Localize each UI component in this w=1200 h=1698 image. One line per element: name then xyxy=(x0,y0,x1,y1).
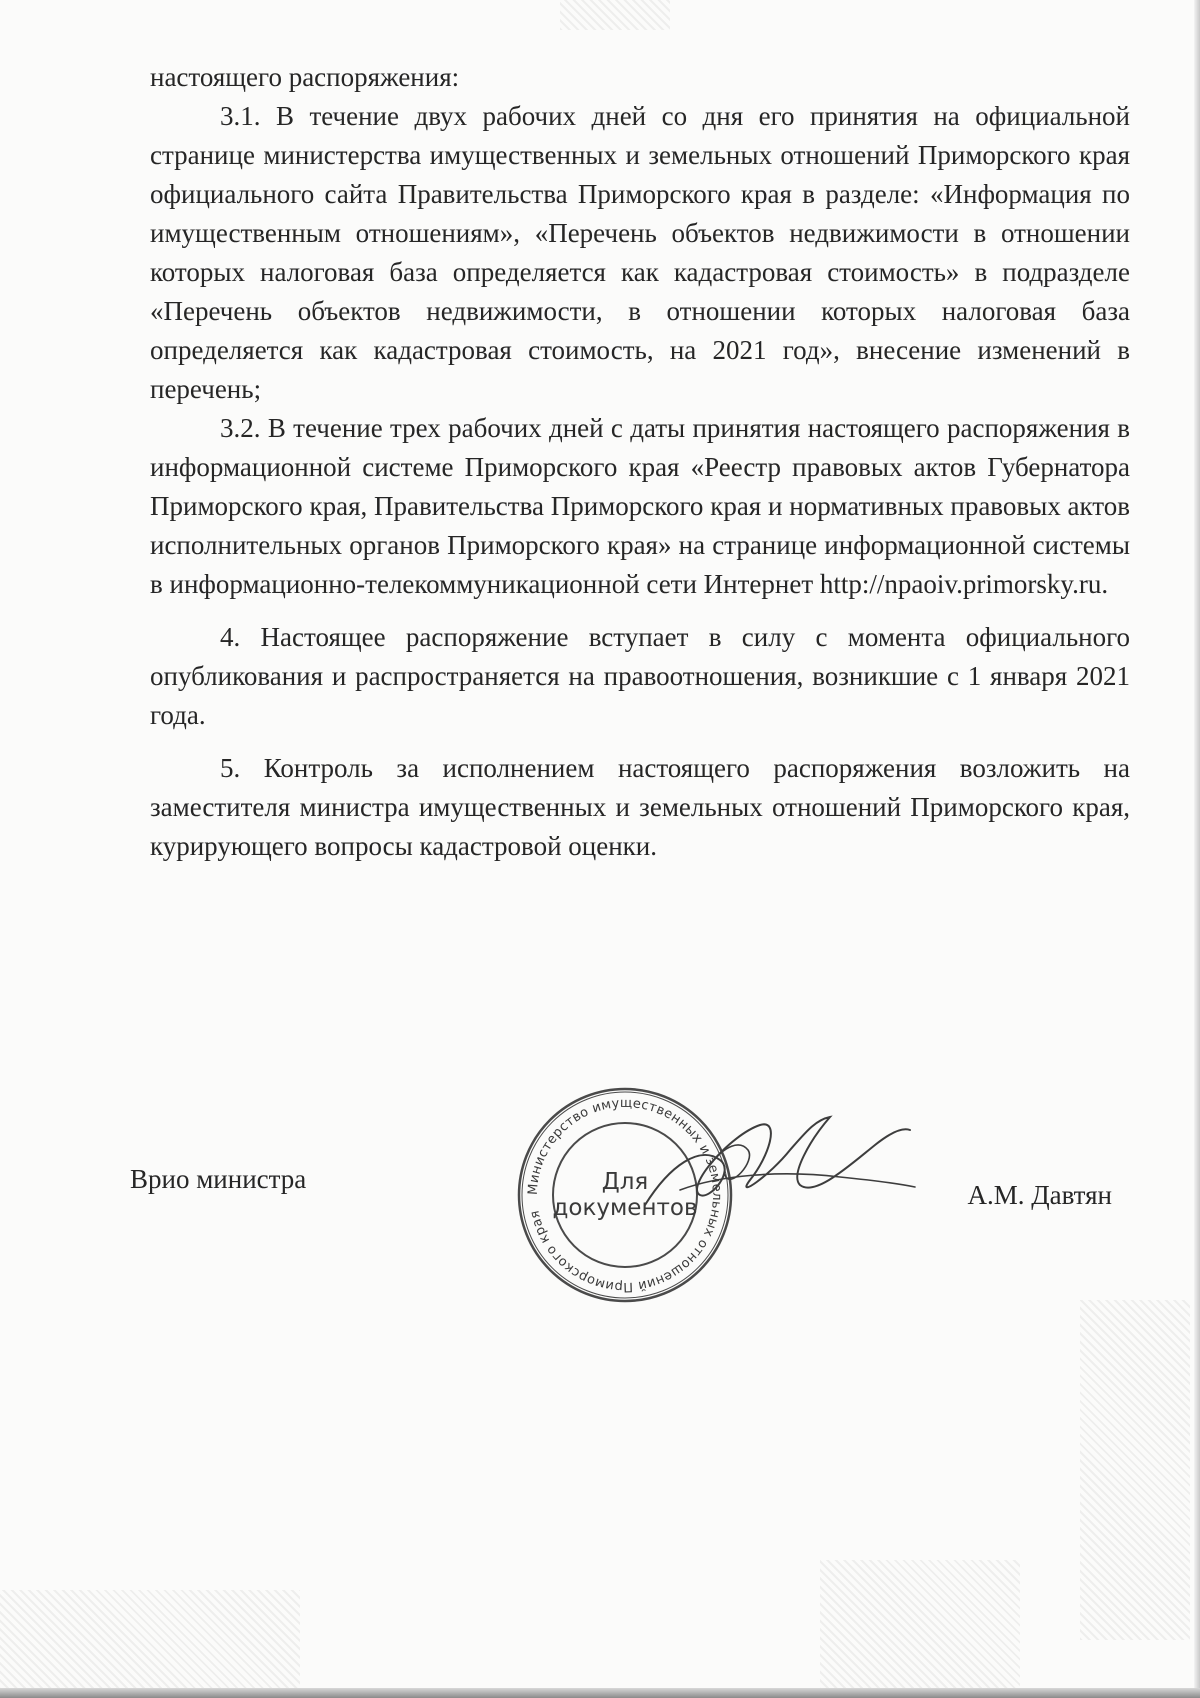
paragraph-4: 4. Настоящее распоряжение вступает в силу с момента официального опубликования и распространяется на правоотношения, возникшие с 1 января 2021 года. xyxy=(150,622,1130,730)
scan-artifact-bottom-center xyxy=(820,1560,1020,1690)
paragraph-continuation: настоящего распоряжения: xyxy=(150,62,460,92)
scan-artifact-top xyxy=(560,0,670,30)
document-body xyxy=(150,58,1130,866)
signer-position: Врио министра xyxy=(130,1164,307,1194)
stamp-ring-text: Министерство имущественных и земельных отношений Приморского края xyxy=(525,1095,725,1295)
paragraph-3-1: 3.1. В течение двух рабочих дней со дня его принятия на официальной странице министерства имущественных и земельных отношений Приморского края официального сайта Правительства Приморского края в разделе: «Информация по имущественным отношениям», «Перечень объектов недвижимости в отношении которых налоговая база определяется как кадастровая стоимость» в подразделе «Перечень объектов недвижимости, в отношении которых налоговая база определяется как кадастровая стоимость, на 2021 год», внесение изменений в перечень; xyxy=(150,101,1130,404)
scan-artifact-right xyxy=(1080,1300,1190,1640)
signer-name: А.М. Давтян xyxy=(967,1180,1112,1210)
scan-edge-right xyxy=(1194,0,1200,1698)
stamp-center-line1: Для xyxy=(601,1169,649,1195)
scan-edge-bottom xyxy=(0,1688,1200,1698)
stamp-center-line2: документов xyxy=(552,1195,698,1221)
scan-artifact-bottom-left xyxy=(0,1590,300,1690)
handwritten-signature-icon xyxy=(640,1105,920,1235)
paragraph-3-2: 3.2. В течение трех рабочих дней с даты принятия настоящего распоряжения в информационной системе Приморского края «Реестр правовых актов Губернатора Приморского края, Правительства Приморского края и нормативных правовых актов исполнительных органов Приморского края» на странице информационной системы в информационно-телекоммуникационной сети Интернет http://npaoiv.primorsky.ru. xyxy=(150,413,1130,599)
paragraph-5: 5. Контроль за исполнением настоящего распоряжения возложить на заместителя министра имущественных и земельных отношений Приморского края, курирующего вопросы кадастровой оценки. xyxy=(150,753,1130,861)
